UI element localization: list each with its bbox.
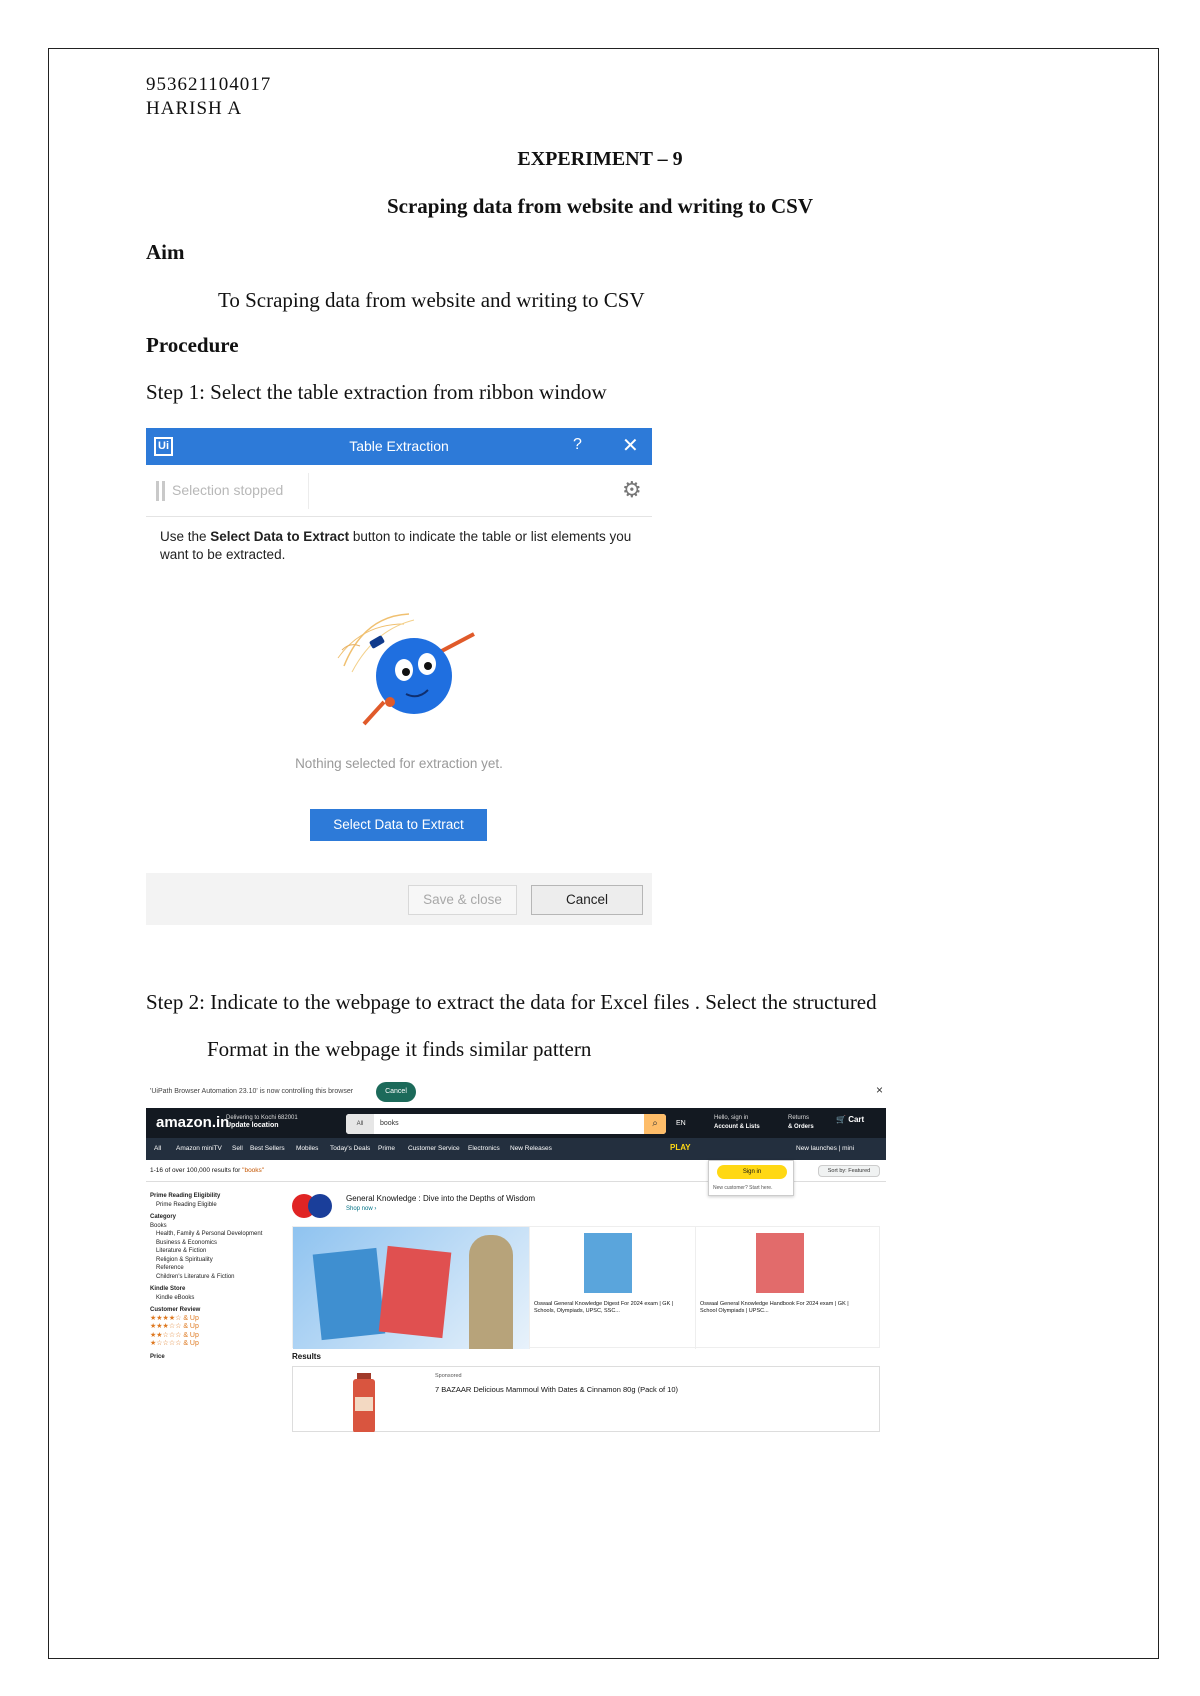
subnav-right[interactable]: New launches | mini xyxy=(796,1145,855,1152)
subnav-mobiles[interactable]: Mobiles xyxy=(296,1145,319,1152)
banner-hero-image[interactable] xyxy=(293,1227,529,1349)
sort-select[interactable]: Sort by: Featured xyxy=(818,1165,880,1177)
subnav-all[interactable]: All xyxy=(154,1145,162,1152)
step-2-text-line-1: Step 2: Indicate to the webpage to extract the data for Excel files . Select the structured xyxy=(146,990,877,1014)
filter-item[interactable]: Reference xyxy=(156,1265,184,1271)
filter-heading: Customer Review xyxy=(150,1307,201,1313)
filter-item[interactable]: Religion & Spirituality xyxy=(156,1256,213,1263)
filter-item[interactable]: Business & Economics xyxy=(156,1239,218,1246)
help-icon[interactable]: ? xyxy=(573,436,582,453)
experiment-title-text: EXPERIMENT – 9 xyxy=(517,148,683,170)
extension-cancel-button[interactable]: Cancel xyxy=(376,1082,416,1102)
account-menu[interactable] xyxy=(714,1114,760,1132)
filter-item[interactable]: Prime Reading Eligible xyxy=(156,1201,217,1208)
amazon-top-nav xyxy=(146,1108,886,1138)
hint-suffix: button to indicate the table or list elements you want to be extracted. xyxy=(160,529,632,562)
dialog-hint xyxy=(160,528,640,564)
subnav-best-sellers[interactable]: Best Sellers xyxy=(250,1145,285,1152)
dialog-title: Table Extraction xyxy=(349,438,449,454)
amazon-screenshot xyxy=(146,1078,886,1432)
sponsored-brand-banner[interactable] xyxy=(292,1188,882,1224)
filter-item[interactable]: Health, Family & Personal Development xyxy=(156,1231,263,1237)
dialog-toolbar xyxy=(146,465,652,517)
subnav-new-releases[interactable]: New Releases xyxy=(510,1145,552,1152)
product-caption: Oswaal General Knowledge Digest For 2024 exam | GK | Schools, Olympiads, UPSC, SSC... xyxy=(534,1301,674,1314)
amazon-logo[interactable]: amazon.in xyxy=(156,1114,230,1131)
uipath-logo: Ui xyxy=(154,437,173,456)
save-and-close-button[interactable]: Save & close xyxy=(408,885,517,915)
filter-sidebar xyxy=(150,1188,280,1361)
select-data-to-extract-button[interactable]: Select Data to Extract xyxy=(310,809,487,841)
product-image xyxy=(349,1373,379,1432)
cart-label: Cart xyxy=(848,1115,865,1124)
step-2-text-line-2: Format in the webpage it finds similar pattern xyxy=(207,1037,592,1061)
result-item[interactable] xyxy=(292,1366,880,1432)
sponsored-products-carousel xyxy=(292,1226,880,1348)
hint-bold: Select Data to Extract xyxy=(210,529,350,544)
amazon-search-bar[interactable] xyxy=(346,1114,666,1134)
step-1-text: Step 1: Select the table extraction from ribbon window xyxy=(146,380,607,404)
new-customer-link[interactable]: New customer? Start here. xyxy=(713,1185,773,1191)
experiment-subtitle: Scraping data from website and writing to CSV xyxy=(386,194,814,218)
dialog-footer xyxy=(146,873,652,925)
aim-heading: Aim xyxy=(146,240,185,264)
close-icon[interactable]: ✕ xyxy=(622,435,639,457)
language-select[interactable]: EN xyxy=(676,1120,686,1127)
table-extraction-dialog xyxy=(146,428,652,925)
rating-filter[interactable]: ★☆☆☆☆ & Up xyxy=(150,1340,199,1347)
sponsored-title: General Knowledge : Dive into the Depths of Wisdom xyxy=(346,1194,535,1203)
roll-number: 953621104017 xyxy=(146,74,272,95)
book-cover-image xyxy=(379,1246,452,1338)
empty-state-message: Nothing selected for extraction yet. xyxy=(295,756,503,771)
rating-filter[interactable]: ★★☆☆☆ & Up xyxy=(150,1331,199,1339)
rating-filter[interactable]: ★★★★☆ & Up xyxy=(150,1314,199,1322)
subnav-todays-deals[interactable]: Today's Deals xyxy=(330,1145,371,1152)
deliver-to-location[interactable] xyxy=(226,1114,298,1130)
filter-heading: Prime Reading Eligibility xyxy=(150,1193,221,1199)
student-name: HARISH A xyxy=(146,98,243,119)
carousel-product-1[interactable] xyxy=(529,1227,695,1349)
cart-icon: 🛒 xyxy=(836,1115,846,1124)
amazon-sub-nav xyxy=(146,1138,886,1160)
extension-bar-text: 'UiPath Browser Automation 23.10' is now controlling this browser xyxy=(150,1088,354,1095)
search-category-select[interactable]: All xyxy=(346,1114,374,1134)
results-heading: Results xyxy=(292,1352,321,1361)
selection-status: Selection stopped xyxy=(172,482,284,498)
close-icon[interactable]: × xyxy=(876,1083,884,1097)
product-image xyxy=(584,1233,632,1293)
filter-heading: Category xyxy=(150,1214,177,1220)
toolbar-divider xyxy=(308,473,309,509)
aim-text: To Scraping data from website and writing to CSV xyxy=(218,288,645,312)
account-line-1: Hello, sign in xyxy=(714,1115,749,1121)
experiment-title xyxy=(0,148,1200,171)
subnav-sell[interactable]: Sell xyxy=(232,1145,243,1152)
subnav-minitv[interactable]: Amazon miniTV xyxy=(176,1145,222,1152)
brand-logo xyxy=(292,1192,332,1220)
returns-line-1: Returns xyxy=(788,1115,810,1121)
search-input[interactable]: books xyxy=(380,1120,399,1127)
results-query: "books" xyxy=(242,1167,265,1174)
gear-icon[interactable]: ⚙ xyxy=(622,477,642,502)
subnav-prime[interactable]: Prime xyxy=(378,1145,395,1152)
filter-item[interactable]: Kindle eBooks xyxy=(156,1294,195,1301)
sponsored-label: Sponsored xyxy=(435,1373,462,1379)
subnav-electronics[interactable]: Electronics xyxy=(468,1145,500,1152)
search-icon[interactable]: ⌕ xyxy=(644,1114,666,1134)
subnav-customer-service[interactable]: Customer Service xyxy=(408,1145,460,1152)
filter-heading: Price xyxy=(150,1353,165,1360)
cart-link[interactable] xyxy=(836,1115,864,1124)
carousel-product-2[interactable] xyxy=(695,1227,881,1349)
shop-now-link[interactable]: Shop now › xyxy=(346,1206,377,1212)
procedure-heading: Procedure xyxy=(146,333,239,357)
results-count xyxy=(150,1167,264,1174)
deliver-line-2: Update location xyxy=(226,1122,279,1129)
filter-item[interactable]: Books xyxy=(150,1222,167,1229)
dialog-title-bar xyxy=(146,428,652,465)
returns-line-2: & Orders xyxy=(788,1124,814,1130)
filter-item[interactable]: Literature & Fiction xyxy=(156,1248,207,1254)
account-line-2: Account & Lists xyxy=(714,1124,760,1130)
subnav-play[interactable]: PLAY xyxy=(670,1143,691,1152)
filter-heading: Kindle Store xyxy=(150,1286,186,1292)
deliver-line-1: Delivering to Kochi 682001 xyxy=(226,1115,298,1121)
filter-item[interactable]: Children's Literature & Fiction xyxy=(156,1273,235,1280)
sign-in-button[interactable]: Sign in xyxy=(717,1165,787,1179)
cancel-button[interactable]: Cancel xyxy=(531,885,643,915)
book-cover-image xyxy=(313,1248,386,1340)
product-image xyxy=(756,1233,804,1293)
pause-icon[interactable] xyxy=(156,481,166,501)
person-image xyxy=(469,1235,513,1349)
product-title[interactable]: 7 BAZAAR Delicious Mammoul With Dates & Cinnamon 80g (Pack of 10) xyxy=(435,1385,679,1394)
product-caption: Oswaal General Knowledge Handbook For 2024 exam | GK | School Olympiads | UPSC... xyxy=(700,1301,849,1314)
results-prefix: 1-16 of over 100,000 results for xyxy=(150,1167,243,1174)
hint-prefix: Use the xyxy=(160,529,211,544)
robot-mascot-illustration xyxy=(324,606,484,741)
rating-filter[interactable]: ★★★☆☆ & Up xyxy=(150,1323,199,1330)
returns-orders-link[interactable] xyxy=(788,1114,814,1132)
automation-extension-bar xyxy=(146,1078,886,1108)
